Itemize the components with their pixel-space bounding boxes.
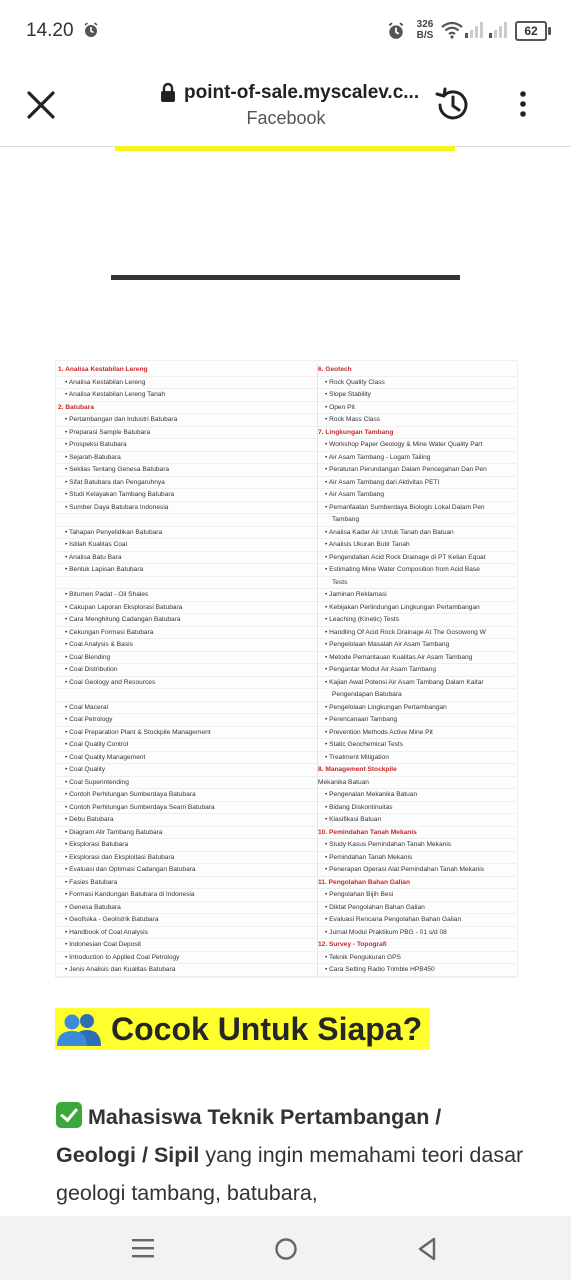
list-item: • Debu Batubara bbox=[58, 814, 316, 827]
list-item: • Static Geochemical Tests bbox=[318, 739, 516, 752]
audience-text: yang ingin memahami teori dasar geologi tambang, batubara, bbox=[56, 1143, 524, 1205]
list-item: • Prospeksi Batubara bbox=[58, 439, 316, 452]
list-item: • Studi Kelayakan Tambang Batubara bbox=[58, 489, 316, 502]
list-item: • Preparasi Sample Batubara bbox=[58, 427, 316, 440]
list-item: • Leaching (Kinetic) Tests bbox=[318, 614, 516, 627]
list-item: • Coal Quality bbox=[58, 764, 316, 777]
audience-bold-text: Mahasiswa Teknik Pertambangan / Geologi / Sipil bbox=[56, 1105, 442, 1167]
list-item: • Eksplorasi Batubara bbox=[58, 839, 316, 852]
back-icon[interactable] bbox=[417, 1237, 437, 1266]
list-item: • Analisa Kadar Air Untuk Tanah dan Batuan bbox=[318, 527, 516, 540]
signal-icon bbox=[465, 22, 485, 43]
list-item: • Kebijakan Perlindungan Lingkungan Pertambangan bbox=[318, 602, 516, 615]
list-item: • Coal Geology and Resources bbox=[58, 677, 316, 690]
audience-paragraph bbox=[56, 1098, 526, 1212]
list-item: • Jenis Analisis dan Kualitas Batubara bbox=[58, 964, 316, 977]
list-item: • Pengelolaan Masalah Air Asam Tambang bbox=[318, 639, 516, 652]
browser-header bbox=[0, 64, 571, 147]
list-item: • Pengantar Modul Air Asam Tambang bbox=[318, 664, 516, 677]
list-item: Mekanika Batuan bbox=[318, 777, 516, 790]
list-heading: 7. Lingkungan Tambang bbox=[318, 427, 516, 440]
list-heading: 11. Pengolahan Bahan Galian bbox=[318, 877, 516, 890]
list-item: • Coal Petrology bbox=[58, 714, 316, 727]
list-item: • Treatment Mitigation bbox=[318, 752, 516, 765]
list-item: Tambang bbox=[318, 514, 516, 527]
list-item: • Coal Preparation Plant & Stockpile Management bbox=[58, 727, 316, 740]
divider-bar bbox=[111, 275, 460, 280]
list-item: • Cekungan Formasi Batubara bbox=[58, 627, 316, 640]
list-item: • Genesa Batubara bbox=[58, 902, 316, 915]
network-speed-unit: B/S bbox=[416, 30, 434, 41]
list-item: • Penerapan Operasi Alat Pemindahan Tanah Mekanis bbox=[318, 864, 516, 877]
list-item: • Analisis Ukuran Butir Tanah bbox=[318, 539, 516, 552]
list-item: • Air Asam Tambang - Logam Tailing bbox=[318, 452, 516, 465]
list-item: • Sejarah-Batubara bbox=[58, 452, 316, 465]
list-item: • Coal Distribution bbox=[58, 664, 316, 677]
list-item: • Perencanaan Tambang bbox=[318, 714, 516, 727]
list-item: • Indonesian Coal Deposit bbox=[58, 939, 316, 952]
list-item: • Bentuk Lapisan Batubara bbox=[58, 564, 316, 577]
list-item: • Cakupan Laporan Eksplorasi Batubara bbox=[58, 602, 316, 615]
check-mark-icon bbox=[56, 1102, 82, 1128]
recent-apps-icon[interactable] bbox=[132, 1238, 154, 1263]
list-item: • Geofisika - Geolistrik Batubara bbox=[58, 914, 316, 927]
list-item: • Introduction to Applied Coal Petrology bbox=[58, 952, 316, 965]
network-speed-value: 326 bbox=[416, 19, 434, 30]
list-item: • Teknik Pengukuran GPS bbox=[318, 952, 516, 965]
list-item: • Formasi Kandungan Batubara di Indonesia bbox=[58, 889, 316, 902]
list-item: • Evaluasi dan Optimasi Cadangan Batubara bbox=[58, 864, 316, 877]
list-item: • Bidang Diskontinuitas bbox=[318, 802, 516, 815]
list-item: • Sekilas Tentang Genesa Batubara bbox=[58, 464, 316, 477]
people-icon bbox=[57, 1012, 103, 1046]
list-item: • Istilah Kualitas Coal bbox=[58, 539, 316, 552]
list-item: • Jurnal Modul Praktikum PBG - 01 s/d 08 bbox=[318, 927, 516, 940]
list-item: • Rock Quality Class bbox=[318, 377, 516, 390]
list-item: • Study Kasus Pemindahan Tanah Mekanis bbox=[318, 839, 516, 852]
list-item: • Sifat Batubara dan Pengaruhnya bbox=[58, 477, 316, 490]
list-item: • Coal Quality Management bbox=[58, 752, 316, 765]
more-vert-icon[interactable] bbox=[518, 90, 528, 125]
list-item bbox=[318, 977, 516, 979]
list-item bbox=[58, 689, 316, 702]
list-heading: 8. Management Stockpile bbox=[318, 764, 516, 777]
site-name: Facebook bbox=[246, 108, 326, 128]
signal-icon bbox=[489, 22, 509, 43]
list-item: • Pemanfaatan Sumberdaya Biologis Lokal Dalam Pen bbox=[318, 502, 516, 515]
list-item: • Eksplorasi dan Eksploitasi Batubara bbox=[58, 852, 316, 865]
history-icon[interactable] bbox=[434, 86, 472, 129]
list-item: • Air Asam Tambang dari Aktivitas PETI bbox=[318, 477, 516, 490]
list-item: • Contoh Perhitungan Sumberdaya Seam Batubara bbox=[58, 802, 316, 815]
list-item bbox=[58, 514, 316, 527]
list-heading: 2. Batubara bbox=[58, 402, 316, 415]
list-item: • Kajian Awal Potensi Air Asam Tambang Dalam Kaitar bbox=[318, 677, 516, 690]
list-item: • Contoh Perhitungan Sumberdaya Batubara bbox=[58, 789, 316, 802]
network-speed bbox=[413, 19, 437, 41]
list-item: • Workshop Paper Geology & Mine Water Quality Part bbox=[318, 439, 516, 452]
status-bar bbox=[0, 0, 571, 64]
wifi-icon bbox=[441, 21, 463, 44]
close-icon[interactable] bbox=[24, 88, 58, 122]
list-item: • Coal Maceral bbox=[58, 702, 316, 715]
lock-icon bbox=[160, 83, 176, 108]
home-icon[interactable] bbox=[274, 1237, 298, 1266]
list-item: • Coal Analysis & Basis bbox=[58, 639, 316, 652]
list-item: • Prevention Methods Active Mine Pit bbox=[318, 727, 516, 740]
list-item: • Rock Mass Class bbox=[318, 414, 516, 427]
list-heading: 6. Geotech bbox=[318, 364, 516, 377]
highlight-strip bbox=[115, 146, 455, 151]
material-list-image bbox=[55, 360, 518, 978]
list-item: • Jaminan Reklamasi bbox=[318, 589, 516, 602]
battery-level: 62 bbox=[524, 24, 538, 38]
list-item: • Estimating Mine Water Composition from Acid Base bbox=[318, 564, 516, 577]
list-item: • Analisa Kestabilan Lereng bbox=[58, 377, 316, 390]
list-item: • Coal Superintending bbox=[58, 777, 316, 790]
section-heading-text: Cocok Untuk Siapa? bbox=[111, 1010, 423, 1047]
list-item: • Diktat Pengolahan Bahan Galian bbox=[318, 902, 516, 915]
material-list-left-column bbox=[58, 364, 316, 978]
list-item: • Diagram Alir Tambang Batubara bbox=[58, 827, 316, 840]
list-item: • Analisa Kestabilan Lereng Tanah bbox=[58, 389, 316, 402]
list-item: • Analisa Batu Bara bbox=[58, 552, 316, 565]
list-item: • Air Asam Tambang bbox=[318, 489, 516, 502]
list-item: • Metode Pemantauan Kualitas Air Asam Tambang bbox=[318, 652, 516, 665]
list-item: • Peraturan Perundangan Dalam Pencegahan Dan Pen bbox=[318, 464, 516, 477]
material-list-right-column bbox=[317, 364, 516, 978]
status-time: 14.20 bbox=[26, 20, 74, 41]
list-item: • Fasies Batubara bbox=[58, 877, 316, 890]
list-heading: 12. Survey - Topografi bbox=[318, 939, 516, 952]
list-item: • Handbook of Coal Analysis bbox=[58, 927, 316, 940]
list-item: • Pengenalan Mekanika Batuan bbox=[318, 789, 516, 802]
section-heading bbox=[55, 1008, 430, 1050]
list-item: • Pemindahan Tanah Mekanis bbox=[318, 852, 516, 865]
list-item: Pengendapan Batubara bbox=[318, 689, 516, 702]
list-heading: 1. Analisa Kestabilan Lereng bbox=[58, 364, 316, 377]
list-item: • Tahapan Penyelidikan Batubara bbox=[58, 527, 316, 540]
alarm-icon bbox=[387, 22, 405, 45]
list-item: • Coal Quality Control bbox=[58, 739, 316, 752]
list-item: • Klasifikasi Batuan bbox=[318, 814, 516, 827]
list-item: • Open Pit bbox=[318, 402, 516, 415]
list-item: • Evaluasi Rencana Pengolahan Bahan Galian bbox=[318, 914, 516, 927]
battery-icon bbox=[515, 21, 547, 41]
list-item bbox=[58, 577, 316, 590]
list-item: • Slope Stability bbox=[318, 389, 516, 402]
list-item: • Cara Menghitung Cadangan Batubara bbox=[58, 614, 316, 627]
list-item: • Coal Blending bbox=[58, 652, 316, 665]
list-item: • Pertambangan dan Industri Batubara bbox=[58, 414, 316, 427]
list-item bbox=[58, 977, 316, 979]
system-nav-bar bbox=[0, 1216, 571, 1280]
list-item: • Pengelolaan Lingkungan Pertambangan bbox=[318, 702, 516, 715]
list-item: Tests bbox=[318, 577, 516, 590]
list-item: • Sumber Daya Batubara Indonesia bbox=[58, 502, 316, 515]
list-item: • Handling Of Acid Rock Drainage At The Gosowong W bbox=[318, 627, 516, 640]
list-item: • Pengendalian Acid Rock Drainage di PT Kelian Equat bbox=[318, 552, 516, 565]
url-text: point-of-sale.myscalev.c... bbox=[184, 82, 420, 103]
list-item: • Cara Setting Radio Trimble HPB450 bbox=[318, 964, 516, 977]
list-item: • Pengolahan Bijih Besi bbox=[318, 889, 516, 902]
list-item: • Bitumen Padat - Oil Shales bbox=[58, 589, 316, 602]
alarm-icon bbox=[83, 22, 99, 43]
list-heading: 10. Pemindahan Tanah Mekanis bbox=[318, 827, 516, 840]
